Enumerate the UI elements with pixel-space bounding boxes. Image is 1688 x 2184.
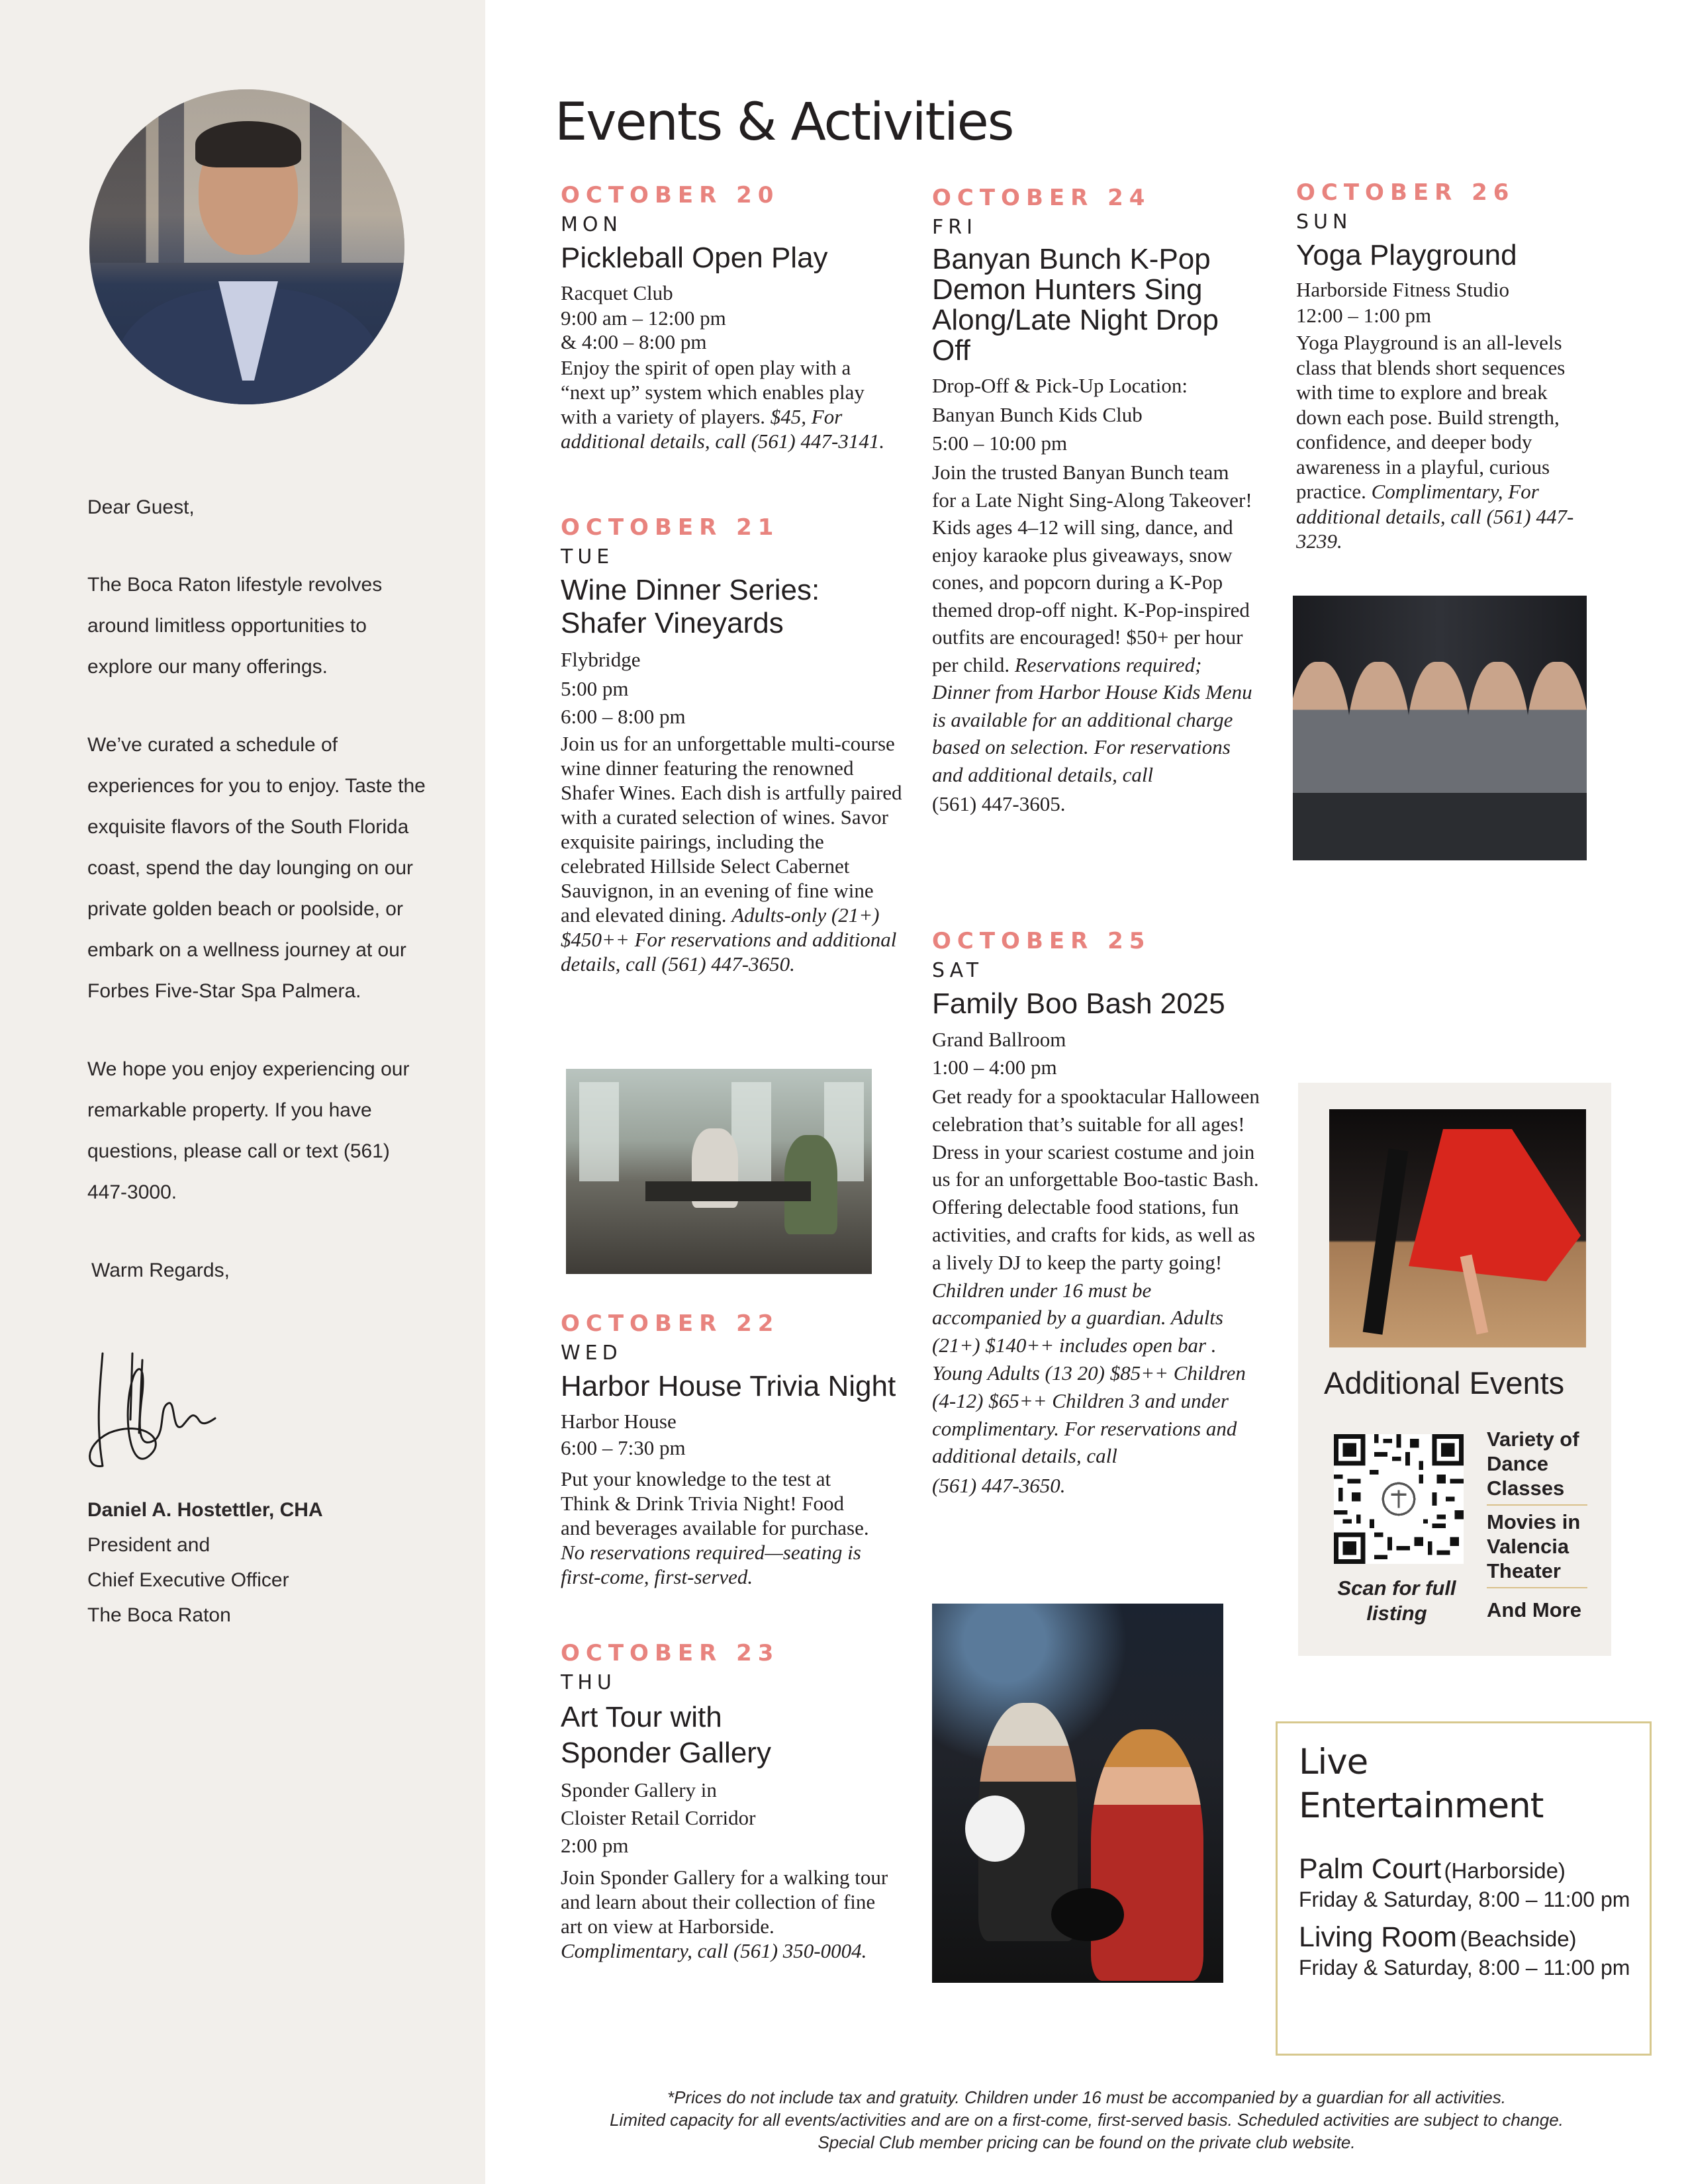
event-date: OCTOBER 22 (561, 1310, 780, 1337)
venue-living-room (1299, 1921, 1630, 1981)
list-item: Variety of Dance Classes (1487, 1423, 1587, 1506)
event-date: OCTOBER 24 (932, 185, 1151, 211)
event-oct26 (1296, 178, 1620, 554)
event-time: 1:00 – 4:00 pm (932, 1056, 1057, 1079)
venue-time: Friday & Saturday, 8:00 – 11:00 pm (1299, 1956, 1630, 1979)
event-day: SAT (932, 959, 984, 982)
event-oct20 (561, 181, 892, 453)
event-day: MON (561, 213, 622, 236)
event-location: Banyan Bunch Kids Club (932, 403, 1143, 426)
signer-title: President and (87, 1534, 211, 1556)
event-note: No reservations required—seating is first-come, first-served. (561, 1541, 861, 1588)
event-title: Art Tour with Sponder Gallery (561, 1701, 771, 1769)
letter-paragraph: We’ve curated a schedule of experiences for you to enjoy. Taste the exquisite flavors of the South Florida coast, spend the day lounging on our private golden beach or poolside, or embark on a wellness journey at our Forbes Five-Star Spa Palmera. (87, 734, 426, 1002)
venue-location: (Harborside) (1444, 1858, 1566, 1883)
event-location: Harborside Fitness Studio (1296, 278, 1510, 301)
event-date: OCTOBER 25 (932, 928, 1151, 954)
event-location: Cloister Retail Corridor (561, 1806, 756, 1829)
event-note: Adults-only (21+) $450++ For reservations and additional details, call (561) 447-3650. (561, 903, 897, 976)
event-location: Racquet Club (561, 281, 673, 304)
event-date: OCTOBER 23 (561, 1640, 780, 1666)
event-date: OCTOBER 20 (561, 182, 780, 208)
venue-name: Living Room (1299, 1921, 1457, 1953)
event-phone: (561) 447-3650. (932, 1474, 1066, 1498)
event-day: TUE (561, 545, 614, 569)
letter-paragraph: We hope you enjoy experiencing our remarkable property. If you have questions, please call or text (561) 447-3000. (87, 1058, 410, 1203)
letter-closing: Warm Regards, (91, 1259, 230, 1281)
event-date: OCTOBER 21 (561, 514, 780, 541)
event-oct25 (932, 927, 1263, 1500)
event-date: OCTOBER 26 (1296, 179, 1515, 206)
wine-dinner-photo (566, 1069, 872, 1274)
event-oct23 (561, 1639, 898, 1963)
event-title: Yoga Playground (1296, 239, 1517, 271)
footer-line: *Prices do not include tax and gratuity. Children under 16 must be accompanied by a guardian for all activities. (667, 2087, 1506, 2107)
event-day: THU (561, 1671, 616, 1694)
venue-location: (Beachside) (1460, 1927, 1577, 1951)
event-time: & 4:00 – 8:00 pm (561, 330, 707, 353)
event-note: Children under 16 must be accompanied by a guardian. Adults (21+) $140++ includes open bar . Young Adults (13 20) $85++ Children (4-12) $65++ Children 3 and under complimentary. For reservations and additional details, call (932, 1278, 1246, 1468)
footer-line: Limited capacity for all events/activities and are on a first-come, first-served basis. Scheduled activities are subject to change. (610, 2110, 1564, 2130)
footer-line: Special Club member pricing can be found on the private club website. (818, 2132, 1356, 2152)
event-oct24 (932, 183, 1256, 819)
event-day: SUN (1296, 210, 1352, 234)
event-phone: (561) 447-3605. (932, 792, 1066, 815)
event-oct21 (561, 513, 905, 976)
signer-org: The Boca Raton (87, 1604, 231, 1626)
event-title: Family Boo Bash 2025 (932, 987, 1225, 1020)
event-time: 9:00 am – 12:00 pm (561, 306, 726, 330)
footer-disclaimer (485, 2086, 1688, 2154)
event-description: Get ready for a spooktacular Halloween celebration that’s suitable for all ages! Dress in your scariest costume and join us for an unforgettable Boo-tastic Bash. Offering delectable food stations, fun activities, and crafts for kids, as well as a lively DJ to keep the party going! Children under 16 must be accompanied by a guardian. Adults (21+) $140++ includes open bar . Young Adults (13 20) $85++ Children (4-12) $65++ Children 3 and under complimentary. For reservations and additional details, call (932, 1085, 1260, 1468)
event-note: Complimentary, call (561) 350-0004. (561, 1939, 867, 1962)
event-title: Banyan Bunch K-Pop Demon Hunters Sing Along/Late Night Drop Off (932, 243, 1219, 367)
letter-paragraph: The Boca Raton lifestyle revolves around limitless opportunities to explore our many offerings. (87, 574, 383, 678)
venue-time: Friday & Saturday, 8:00 – 11:00 pm (1299, 1888, 1630, 1911)
event-note: $45, For additional details, call (561) 447-3141. (561, 405, 885, 453)
event-note: Reservations required; Dinner from Harbor House Kids Menu is available for an additional charge based on selection. For reservations and additional details, call (932, 653, 1252, 786)
live-entertainment-title: Live Entertainment (1299, 1742, 1544, 1826)
event-description: Enjoy the spirit of open play with a “next up” system which enables play with a variety of players. $45, For additional details, call (561) 447-3141. (561, 356, 885, 453)
event-note: Complimentary, For additional details, call (561) 447-3239. (1296, 480, 1574, 553)
event-time: 12:00 – 1:00 pm (1296, 304, 1432, 327)
ceo-portrait-image (89, 89, 404, 404)
event-location: Drop-Off & Pick-Up Location: (932, 374, 1188, 397)
signer-title: Chief Executive Officer (87, 1569, 289, 1591)
event-location: Sponder Gallery in (561, 1778, 717, 1801)
event-time: 6:00 – 7:30 pm (561, 1436, 686, 1459)
qr-caption: Scan for full listing (1337, 1576, 1456, 1625)
event-title: Wine Dinner Series: Shafer Vineyards (561, 574, 820, 639)
signature-image (83, 1340, 261, 1492)
signer-name: Daniel A. Hostettler, CHA (87, 1499, 323, 1521)
event-location: Grand Ballroom (932, 1028, 1066, 1051)
event-oct22 (561, 1309, 898, 1589)
event-title: Pickleball Open Play (561, 242, 828, 274)
event-day: FRI (932, 216, 977, 239)
event-time: 5:00 pm (561, 677, 629, 700)
event-time: 6:00 – 8:00 pm (561, 705, 686, 728)
qr-code[interactable] (1334, 1434, 1464, 1564)
yoga-photo (1293, 596, 1587, 860)
event-location: Harbor House (561, 1410, 677, 1433)
event-title: Harbor House Trivia Night (561, 1370, 896, 1402)
page-title: Events & Activities (555, 93, 1013, 152)
welcome-letter (87, 487, 432, 1291)
event-description: Join Sponder Gallery for a walking tour and learn about their collection of fine art on view at Harborside. Complimentary, call (561) 350-0004. (561, 1866, 888, 1962)
event-description: Put your knowledge to the test at Think & Drink Trivia Night! Food and beverages available for purchase. No reservations required—seating is first-come, first-served. (561, 1467, 869, 1588)
list-item: Movies in Valencia Theater (1487, 1506, 1587, 1588)
dance-photo (1329, 1109, 1586, 1347)
list-item: And More (1487, 1598, 1581, 1621)
event-description: Join the trusted Banyan Bunch team for a Late Night Sing-Along Takeover! Kids ages 4–12 will sing, dance, and enjoy karaoke plus giveaways, snow cones, and popcorn during a K-Pop themed drop-off night. K-Pop-inspired outfits are encouraged! $50+ per hour per child. Reservations required; Dinner from Harbor House Kids Menu is available for an additional charge based on selection. For reservations and additional details, call (932, 461, 1252, 786)
boo-bash-photo (932, 1604, 1223, 1983)
signer-block (87, 1492, 323, 1633)
event-description: Join us for an unforgettable multi-course wine dinner featuring the renowned Shafer Wines. Each dish is artfully paired with a curated selection of wines. Savor exquisite pairings, including the celebrated Hillside Select Cabernet Sauvignon, in an evening of fine wine and elevated dining. Adults-only (21+) $450++ For reservations and additional details, call (561) 447-3650. (561, 732, 902, 976)
additional-events-list (1487, 1423, 1587, 1626)
additional-events-title: Additional Events (1324, 1365, 1565, 1400)
event-time: 5:00 – 10:00 pm (932, 432, 1068, 455)
letter-greeting: Dear Guest, (87, 496, 195, 518)
venue-name: Palm Court (1299, 1853, 1442, 1885)
venue-palm-court (1299, 1853, 1630, 1913)
event-day: WED (561, 1342, 622, 1365)
event-time: 2:00 pm (561, 1834, 629, 1857)
event-description: Yoga Playground is an all-levels class that blends short sequences with time to explore and break down each pose. Build strength, confidence, and deeper body awareness in a playful, curious practice. Complimentary, For additional details, call (561) 447-3239. (1296, 331, 1574, 553)
event-location: Flybridge (561, 648, 641, 671)
